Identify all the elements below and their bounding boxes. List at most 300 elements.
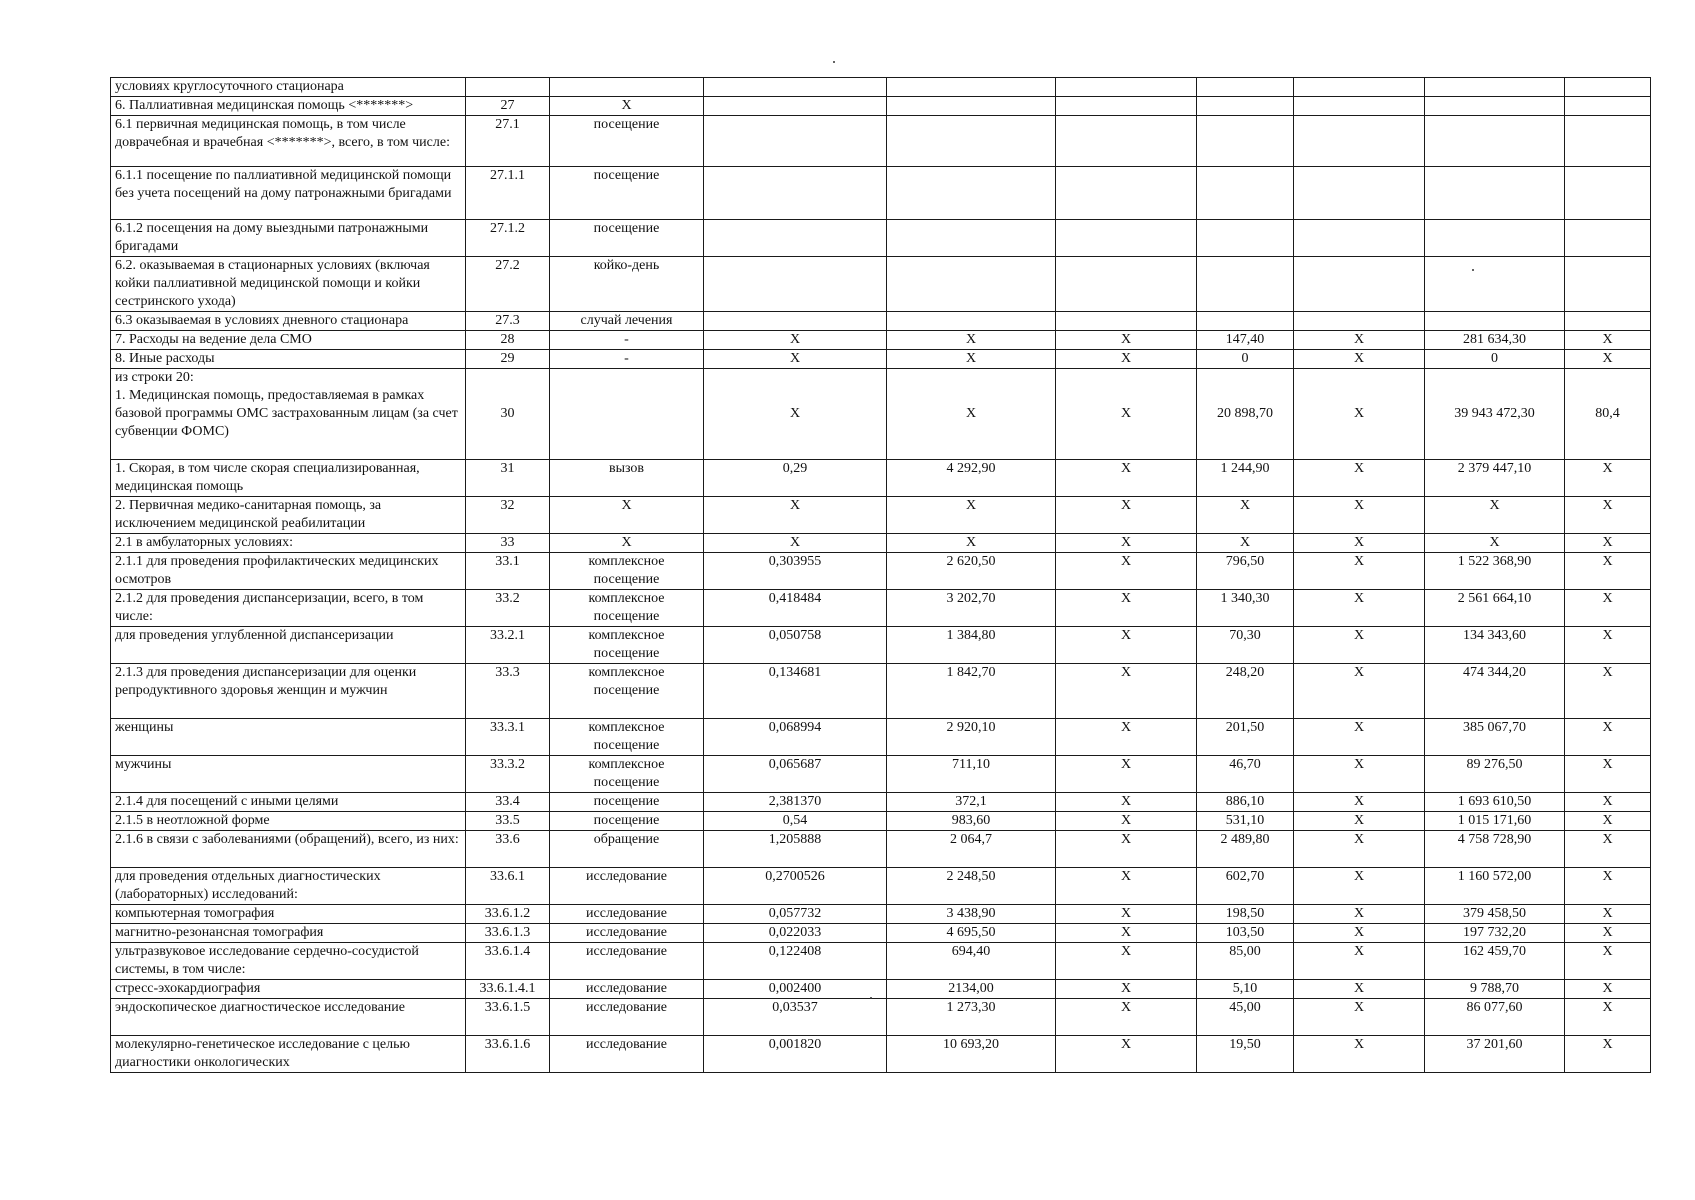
- row-label-cell: магнитно-резонансная томография: [111, 924, 466, 943]
- table-cell: Х: [1565, 905, 1651, 924]
- table-cell: Х: [1056, 590, 1197, 627]
- table-cell: 33.6: [466, 831, 550, 868]
- table-cell: исследование: [550, 943, 704, 980]
- table-cell: [887, 312, 1056, 331]
- row-label-cell: 2.1.5 в неотложной форме: [111, 812, 466, 831]
- table-cell: 33.6.1.3: [466, 924, 550, 943]
- table-cell: исследование: [550, 868, 704, 905]
- table-cell: Х: [1056, 553, 1197, 590]
- table-cell: Х: [1056, 369, 1197, 460]
- table-cell: [550, 369, 704, 460]
- table-cell: 85,00: [1197, 943, 1294, 980]
- table-cell: 29: [466, 350, 550, 369]
- table-cell: [887, 167, 1056, 220]
- table-cell: Х: [1294, 905, 1425, 924]
- table-cell: 474 344,20: [1425, 664, 1565, 719]
- scan-speck: [870, 997, 872, 999]
- table-cell: Х: [887, 350, 1056, 369]
- table-cell: 0: [1197, 350, 1294, 369]
- table-cell: 33.5: [466, 812, 550, 831]
- row-label-cell: 6.2. оказываемая в стационарных условиях (включая койки паллиативной медицинской помощи и койки сестринского ухода): [111, 257, 466, 312]
- table-cell: [1056, 116, 1197, 167]
- table-cell: 32: [466, 497, 550, 534]
- table-cell: 1 273,30: [887, 999, 1056, 1036]
- table-cell: Х: [1565, 812, 1651, 831]
- table-cell: 531,10: [1197, 812, 1294, 831]
- table-cell: комплексное посещение: [550, 627, 704, 664]
- table-cell: 28: [466, 331, 550, 350]
- table-cell: посещение: [550, 793, 704, 812]
- table-cell: Х: [1565, 590, 1651, 627]
- table-cell: Х: [1294, 980, 1425, 999]
- table-row: [111, 590, 1651, 627]
- table-row: [111, 999, 1651, 1036]
- table-cell: 0,303955: [704, 553, 887, 590]
- table-cell: 694,40: [887, 943, 1056, 980]
- table-cell: [1197, 167, 1294, 220]
- table-cell: Х: [1056, 793, 1197, 812]
- table-cell: вызов: [550, 460, 704, 497]
- table-cell: Х: [1056, 999, 1197, 1036]
- table-cell: 33.1: [466, 553, 550, 590]
- table-cell: 0,050758: [704, 627, 887, 664]
- table-row: [111, 167, 1651, 220]
- table-cell: исследование: [550, 924, 704, 943]
- table-cell: [887, 220, 1056, 257]
- table-cell: 0,134681: [704, 664, 887, 719]
- table-cell: Х: [1056, 664, 1197, 719]
- table-cell: 27.1: [466, 116, 550, 167]
- table-cell: [550, 78, 704, 97]
- row-label-cell: 2. Первичная медико-санитарная помощь, за исключением медицинской реабилитации: [111, 497, 466, 534]
- table-cell: Х: [1056, 924, 1197, 943]
- table-cell: 1 015 171,60: [1425, 812, 1565, 831]
- table-cell: 33.3.1: [466, 719, 550, 756]
- table-cell: 30: [466, 369, 550, 460]
- table-cell: Х: [1294, 664, 1425, 719]
- table-row: [111, 664, 1651, 719]
- table-cell: 162 459,70: [1425, 943, 1565, 980]
- table-cell: [704, 116, 887, 167]
- table-cell: 45,00: [1197, 999, 1294, 1036]
- table-cell: исследование: [550, 999, 704, 1036]
- table-cell: 86 077,60: [1425, 999, 1565, 1036]
- table-cell: Х: [1294, 590, 1425, 627]
- table-cell: [1565, 257, 1651, 312]
- table-cell: 4 695,50: [887, 924, 1056, 943]
- table-cell: комплексное посещение: [550, 590, 704, 627]
- table-cell: Х: [1425, 497, 1565, 534]
- table-cell: 80,4: [1565, 369, 1651, 460]
- table-cell: 10 693,20: [887, 1036, 1056, 1073]
- table-cell: 1 160 572,00: [1425, 868, 1565, 905]
- table-cell: 37 201,60: [1425, 1036, 1565, 1073]
- table-cell: Х: [1294, 924, 1425, 943]
- table-cell: 4 292,90: [887, 460, 1056, 497]
- table-cell: [1425, 97, 1565, 116]
- row-label-cell: 2.1.1 для проведения профилактических медицинских осмотров: [111, 553, 466, 590]
- table-cell: Х: [1565, 756, 1651, 793]
- table-cell: Х: [1056, 460, 1197, 497]
- table-cell: комплексное посещение: [550, 756, 704, 793]
- table-cell: Х: [887, 497, 1056, 534]
- table-cell: 89 276,50: [1425, 756, 1565, 793]
- table-cell: Х: [1565, 331, 1651, 350]
- table-cell: Х: [1056, 719, 1197, 756]
- scan-speck: [1472, 269, 1474, 271]
- table-cell: Х: [1294, 999, 1425, 1036]
- table-body: [111, 78, 1651, 1073]
- table-cell: Х: [1565, 924, 1651, 943]
- table-row: [111, 719, 1651, 756]
- row-label-cell: 6.1 первичная медицинская помощь, в том числе доврачебная и врачебная <*******>, всего, в том числе:: [111, 116, 466, 167]
- table-cell: Х: [1294, 868, 1425, 905]
- table-cell: 201,50: [1197, 719, 1294, 756]
- table-cell: Х: [887, 369, 1056, 460]
- table-cell: 2 248,50: [887, 868, 1056, 905]
- table-cell: [1565, 78, 1651, 97]
- table-cell: 70,30: [1197, 627, 1294, 664]
- table-row: [111, 97, 1651, 116]
- row-label-cell: 2.1 в амбулаторных условиях:: [111, 534, 466, 553]
- table-row: [111, 350, 1651, 369]
- table-cell: 2 561 664,10: [1425, 590, 1565, 627]
- table-row: [111, 312, 1651, 331]
- table-row: [111, 980, 1651, 999]
- table-cell: [1056, 257, 1197, 312]
- table-cell: Х: [1294, 756, 1425, 793]
- table-cell: [1294, 167, 1425, 220]
- table-cell: -: [550, 350, 704, 369]
- scan-speck: [833, 61, 835, 63]
- table-cell: Х: [1294, 719, 1425, 756]
- row-label-cell: 8. Иные расходы: [111, 350, 466, 369]
- row-label-cell: молекулярно-генетическое исследование с целью диагностики онкологических: [111, 1036, 466, 1073]
- table-cell: [1565, 167, 1651, 220]
- table-cell: Х: [1056, 868, 1197, 905]
- table-row: [111, 553, 1651, 590]
- row-label-cell: 6.1.1 посещение по паллиативной медицинской помощи без учета посещений на дому патронажными бригадами: [111, 167, 466, 220]
- table-cell: Х: [1294, 534, 1425, 553]
- table-cell: Х: [1294, 812, 1425, 831]
- table-cell: [1197, 97, 1294, 116]
- table-cell: Х: [550, 97, 704, 116]
- table-cell: [1294, 257, 1425, 312]
- table-cell: 1 842,70: [887, 664, 1056, 719]
- table-cell: 1 522 368,90: [1425, 553, 1565, 590]
- table-cell: Х: [1294, 331, 1425, 350]
- row-label-cell: эндоскопическое диагностическое исследование: [111, 999, 466, 1036]
- table-cell: 33.6.1.6: [466, 1036, 550, 1073]
- table-cell: 33.6.1.4.1: [466, 980, 550, 999]
- table-cell: 134 343,60: [1425, 627, 1565, 664]
- table-cell: [1294, 97, 1425, 116]
- table-cell: 33.6.1.2: [466, 905, 550, 924]
- table-cell: [704, 312, 887, 331]
- table-cell: Х: [1565, 497, 1651, 534]
- table-row: [111, 924, 1651, 943]
- table-cell: Х: [1294, 831, 1425, 868]
- table-cell: Х: [1565, 793, 1651, 812]
- table-row: [111, 627, 1651, 664]
- table-cell: 886,10: [1197, 793, 1294, 812]
- table-row: [111, 369, 1651, 460]
- table-cell: Х: [1565, 943, 1651, 980]
- table-cell: [1425, 257, 1565, 312]
- table-cell: 27.1.1: [466, 167, 550, 220]
- table-row: [111, 756, 1651, 793]
- table-cell: 33.6.1.5: [466, 999, 550, 1036]
- table-cell: посещение: [550, 167, 704, 220]
- table-cell: Х: [1294, 369, 1425, 460]
- table-cell: 46,70: [1197, 756, 1294, 793]
- table-cell: 2,381370: [704, 793, 887, 812]
- table-cell: 2 064,7: [887, 831, 1056, 868]
- table-cell: [704, 97, 887, 116]
- table-cell: [704, 257, 887, 312]
- table-row: [111, 78, 1651, 97]
- table-cell: [1197, 312, 1294, 331]
- row-label-cell: для проведения отдельных диагностических (лабораторных) исследований:: [111, 868, 466, 905]
- table-cell: Х: [1056, 350, 1197, 369]
- table-cell: [1565, 312, 1651, 331]
- table-cell: койко-день: [550, 257, 704, 312]
- table-cell: 33.2.1: [466, 627, 550, 664]
- table-cell: 33.6.1: [466, 868, 550, 905]
- table-cell: Х: [1056, 812, 1197, 831]
- table-cell: исследование: [550, 1036, 704, 1073]
- table-cell: 602,70: [1197, 868, 1294, 905]
- table-cell: Х: [1197, 534, 1294, 553]
- table-row: [111, 497, 1651, 534]
- table-cell: 372,1: [887, 793, 1056, 812]
- table-cell: Х: [1565, 553, 1651, 590]
- table-cell: Х: [887, 331, 1056, 350]
- table-cell: 2 620,50: [887, 553, 1056, 590]
- table-cell: [1425, 167, 1565, 220]
- table-cell: [1197, 78, 1294, 97]
- table-cell: 20 898,70: [1197, 369, 1294, 460]
- table-cell: 4 758 728,90: [1425, 831, 1565, 868]
- table-cell: 0,122408: [704, 943, 887, 980]
- table-cell: Х: [1197, 497, 1294, 534]
- table-cell: Х: [1056, 534, 1197, 553]
- table-cell: комплексное посещение: [550, 664, 704, 719]
- table-cell: 385 067,70: [1425, 719, 1565, 756]
- table-cell: 33.3: [466, 664, 550, 719]
- table-cell: 19,50: [1197, 1036, 1294, 1073]
- table-cell: Х: [1056, 831, 1197, 868]
- table-cell: 31: [466, 460, 550, 497]
- table-cell: Х: [1294, 553, 1425, 590]
- row-label-cell: 2.1.4 для посещений с иными целями: [111, 793, 466, 812]
- table-cell: комплексное посещение: [550, 553, 704, 590]
- table-row: [111, 220, 1651, 257]
- table-cell: Х: [550, 497, 704, 534]
- table-row: [111, 905, 1651, 924]
- table-row: [111, 1036, 1651, 1073]
- table-cell: посещение: [550, 220, 704, 257]
- table-cell: [1197, 116, 1294, 167]
- table-cell: 33.2: [466, 590, 550, 627]
- table-cell: Х: [1294, 1036, 1425, 1073]
- table-cell: 27.2: [466, 257, 550, 312]
- table-row: [111, 257, 1651, 312]
- table-cell: Х: [1056, 905, 1197, 924]
- table-cell: Х: [704, 497, 887, 534]
- table-cell: [1425, 78, 1565, 97]
- table-cell: [1565, 220, 1651, 257]
- table-cell: посещение: [550, 812, 704, 831]
- table-cell: Х: [1565, 627, 1651, 664]
- table-cell: посещение: [550, 116, 704, 167]
- row-label-cell: 6.1.2 посещения на дому выездными патронажными бригадами: [111, 220, 466, 257]
- table-cell: Х: [1056, 980, 1197, 999]
- table-cell: [1425, 220, 1565, 257]
- table-cell: 0,03537: [704, 999, 887, 1036]
- table-cell: Х: [1294, 943, 1425, 980]
- table-cell: Х: [1056, 756, 1197, 793]
- table-row: [111, 793, 1651, 812]
- table-cell: [1056, 312, 1197, 331]
- table-row: [111, 943, 1651, 980]
- row-label-cell: компьютерная томография: [111, 905, 466, 924]
- table-cell: 0,068994: [704, 719, 887, 756]
- table-cell: [1294, 312, 1425, 331]
- table-cell: 0: [1425, 350, 1565, 369]
- table-cell: Х: [1056, 1036, 1197, 1073]
- table-cell: 1,205888: [704, 831, 887, 868]
- table-cell: 103,50: [1197, 924, 1294, 943]
- table-row: [111, 331, 1651, 350]
- scanned-page: [110, 77, 1650, 1073]
- table-cell: Х: [1294, 460, 1425, 497]
- row-label-cell: из строки 20: 1. Медицинская помощь, предоставляемая в рамках базовой программы ОМС застрахованным лицам (за счет субвенции ФОМС): [111, 369, 466, 460]
- row-label-cell: мужчины: [111, 756, 466, 793]
- table-cell: 248,20: [1197, 664, 1294, 719]
- table-cell: 0,29: [704, 460, 887, 497]
- table-cell: 379 458,50: [1425, 905, 1565, 924]
- table-cell: 1 693 610,50: [1425, 793, 1565, 812]
- table-row: [111, 831, 1651, 868]
- table-row: [111, 534, 1651, 553]
- table-cell: [1056, 167, 1197, 220]
- table-cell: Х: [1056, 497, 1197, 534]
- row-label-cell: стресс-эхокардиография: [111, 980, 466, 999]
- table-cell: 1 384,80: [887, 627, 1056, 664]
- table-cell: [704, 78, 887, 97]
- table-cell: 33: [466, 534, 550, 553]
- table-cell: 983,60: [887, 812, 1056, 831]
- table-cell: [887, 97, 1056, 116]
- table-cell: Х: [1565, 719, 1651, 756]
- table-cell: [1565, 116, 1651, 167]
- row-label-cell: ультразвуковое исследование сердечно-сосудистой системы, в том числе:: [111, 943, 466, 980]
- table-cell: Х: [1565, 868, 1651, 905]
- table-cell: [1197, 220, 1294, 257]
- table-cell: 5,10: [1197, 980, 1294, 999]
- table-row: [111, 116, 1651, 167]
- table-cell: Х: [1565, 831, 1651, 868]
- table-cell: [1294, 220, 1425, 257]
- row-label-cell: 6.3 оказываемая в условиях дневного стационара: [111, 312, 466, 331]
- table-cell: 0,418484: [704, 590, 887, 627]
- row-label-cell: условиях круглосуточного стационара: [111, 78, 466, 97]
- table-cell: 27.3: [466, 312, 550, 331]
- table-cell: 711,10: [887, 756, 1056, 793]
- row-label-cell: 2.1.3 для проведения диспансеризации для оценки репродуктивного здоровья женщин и мужчин: [111, 664, 466, 719]
- table-cell: 9 788,70: [1425, 980, 1565, 999]
- row-label-cell: 6. Паллиативная медицинская помощь <*******>: [111, 97, 466, 116]
- table-cell: комплексное посещение: [550, 719, 704, 756]
- table-row: [111, 812, 1651, 831]
- table-cell: 3 202,70: [887, 590, 1056, 627]
- table-cell: 33.4: [466, 793, 550, 812]
- table-cell: 2 379 447,10: [1425, 460, 1565, 497]
- table-cell: 27: [466, 97, 550, 116]
- table-cell: обращение: [550, 831, 704, 868]
- table-cell: Х: [1565, 980, 1651, 999]
- table-cell: Х: [1565, 1036, 1651, 1073]
- row-label-cell: 7. Расходы на ведение дела СМО: [111, 331, 466, 350]
- row-label-cell: 1. Скорая, в том числе скорая специализированная, медицинская помощь: [111, 460, 466, 497]
- table-cell: 0,002400: [704, 980, 887, 999]
- table-cell: Х: [1294, 350, 1425, 369]
- table-cell: 33.3.2: [466, 756, 550, 793]
- table-cell: [1425, 312, 1565, 331]
- table-cell: 33.6.1.4: [466, 943, 550, 980]
- table-cell: [704, 220, 887, 257]
- table-cell: Х: [1294, 793, 1425, 812]
- table-cell: Х: [1294, 627, 1425, 664]
- table-cell: 0,022033: [704, 924, 887, 943]
- table-cell: [887, 257, 1056, 312]
- table-cell: Х: [1565, 999, 1651, 1036]
- table-cell: 281 634,30: [1425, 331, 1565, 350]
- row-label-cell: 2.1.2 для проведения диспансеризации, всего, в том числе:: [111, 590, 466, 627]
- table-cell: Х: [1056, 627, 1197, 664]
- table-cell: Х: [1565, 534, 1651, 553]
- table-cell: Х: [704, 350, 887, 369]
- table-row: [111, 868, 1651, 905]
- table-cell: 1 244,90: [1197, 460, 1294, 497]
- table-cell: [1565, 97, 1651, 116]
- table-cell: [466, 78, 550, 97]
- table-cell: Х: [1565, 460, 1651, 497]
- table-cell: Х: [550, 534, 704, 553]
- table-cell: 0,54: [704, 812, 887, 831]
- table-cell: 39 943 472,30: [1425, 369, 1565, 460]
- table-cell: [1056, 220, 1197, 257]
- row-label-cell: для проведения углубленной диспансеризации: [111, 627, 466, 664]
- table-cell: Х: [887, 534, 1056, 553]
- table-cell: Х: [1565, 350, 1651, 369]
- table-cell: 2 920,10: [887, 719, 1056, 756]
- table-cell: случай лечения: [550, 312, 704, 331]
- table-cell: 796,50: [1197, 553, 1294, 590]
- table-cell: Х: [1294, 497, 1425, 534]
- table-cell: исследование: [550, 980, 704, 999]
- table-cell: Х: [704, 331, 887, 350]
- table-cell: [1056, 97, 1197, 116]
- table-cell: 1 340,30: [1197, 590, 1294, 627]
- table-cell: исследование: [550, 905, 704, 924]
- table-cell: -: [550, 331, 704, 350]
- table-cell: Х: [704, 369, 887, 460]
- row-label-cell: женщины: [111, 719, 466, 756]
- table-cell: [1425, 116, 1565, 167]
- table-cell: 0,057732: [704, 905, 887, 924]
